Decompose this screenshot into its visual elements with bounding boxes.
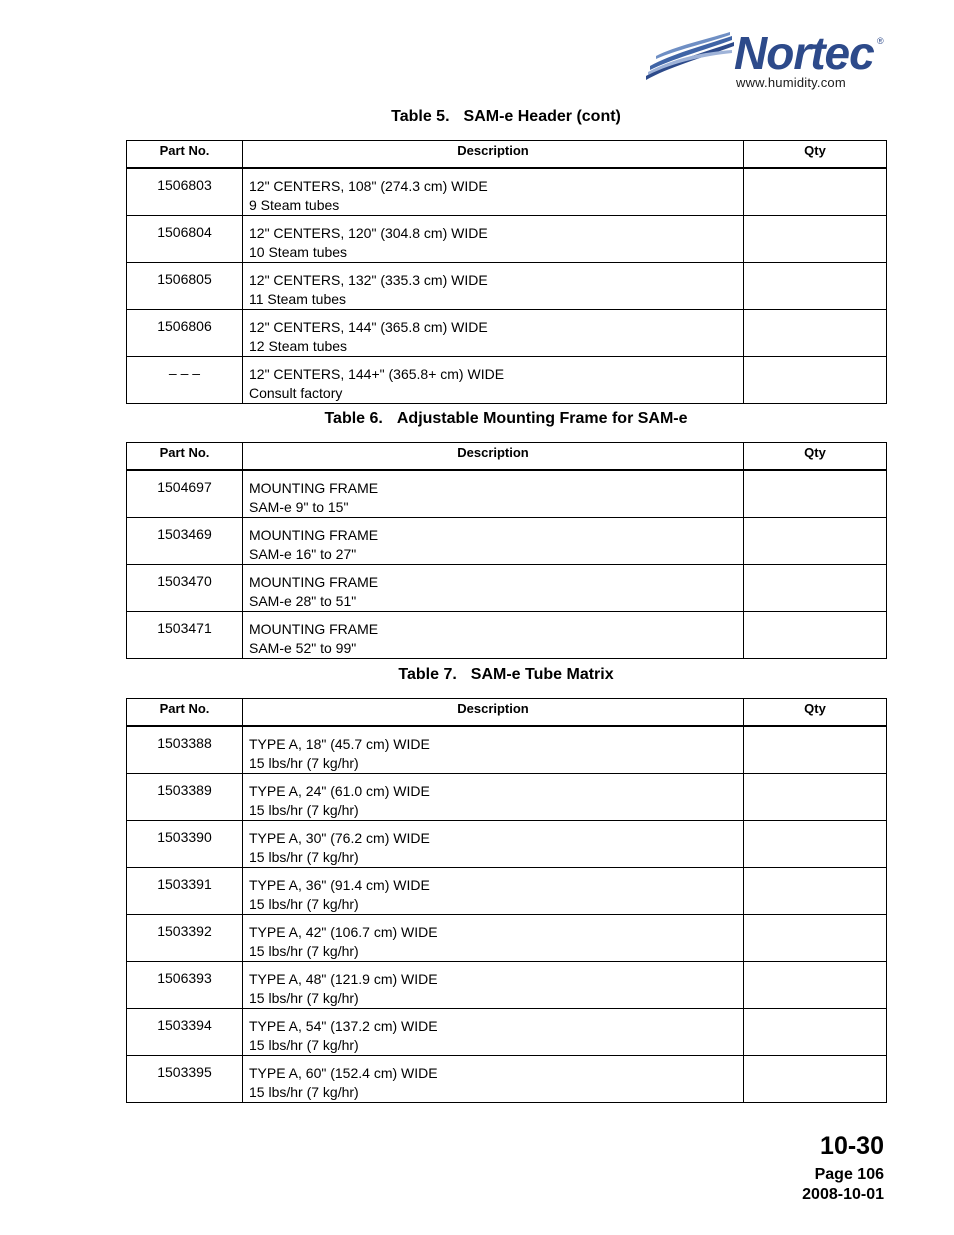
description-line-1: MOUNTING FRAME [249,480,379,496]
table-row [127,821,887,868]
part-number-cell: 1503390 [127,821,243,868]
description-cell [243,774,744,821]
description-line-2: 15 lbs/hr (7 kg/hr) [249,943,359,959]
description-line-1: TYPE A, 54" (137.2 cm) WIDE [249,1018,438,1034]
part-number-cell: 1503388 [127,726,243,774]
table-row [127,962,887,1009]
header-part-no: Part No. [127,141,243,169]
table-row [127,774,887,821]
part-number-cell: 1503471 [127,612,243,659]
qty-cell [744,821,887,868]
part-number-cell: 1503391 [127,868,243,915]
header-row [127,141,887,169]
description-cell [243,565,744,612]
table-row [127,868,887,915]
description-line-2: 12 Steam tubes [249,338,348,354]
table-row [127,915,887,962]
table-number: Table 6. [324,410,383,427]
table-row [127,470,887,518]
wave-logo-icon [644,32,736,82]
description-cell [243,216,744,263]
description-line-1: TYPE A, 48" (121.9 cm) WIDE [249,971,438,987]
description-cell [243,915,744,962]
description-line-1: TYPE A, 42" (106.7 cm) WIDE [249,924,438,940]
qty-cell [744,774,887,821]
table-caption: Adjustable Mounting Frame for SAM-e [396,410,688,427]
description-line-2: 15 lbs/hr (7 kg/hr) [249,755,359,771]
description-line-1: TYPE A, 60" (152.4 cm) WIDE [249,1065,438,1081]
description-cell [243,263,744,310]
header-part-no: Part No. [127,699,243,727]
description-line-2: SAM-e 9" to 15" [249,499,349,515]
description-line-2: 15 lbs/hr (7 kg/hr) [249,849,359,865]
table-caption: SAM-e Tube Matrix [470,666,614,683]
part-number-cell: – – – [127,357,243,404]
part-number-cell: 1503395 [127,1056,243,1103]
description-cell [243,726,744,774]
table-row [127,263,887,310]
qty-cell [744,962,887,1009]
qty-cell [744,612,887,659]
qty-cell [744,565,887,612]
table-row [127,357,887,404]
table-row [127,1009,887,1056]
qty-cell [744,357,887,404]
description-cell [243,868,744,915]
table-7-title [126,666,886,684]
table-5 [126,140,887,404]
table-row [127,216,887,263]
table-row [127,518,887,565]
table-number: Table 5. [391,108,450,125]
description-cell [243,470,744,518]
document-date: 2008-10-01 [802,1186,884,1203]
description-line-1: MOUNTING FRAME [249,574,379,590]
description-line-2: Consult factory [249,385,343,401]
header-row [127,443,887,471]
table-row [127,168,887,216]
header-qty: Qty [744,443,887,471]
description-line-1: MOUNTING FRAME [249,621,379,637]
qty-cell [744,168,887,216]
brand-url: www.humidity.com [736,75,846,90]
qty-cell [744,1009,887,1056]
table-row [127,565,887,612]
description-line-1: 12" CENTERS, 132" (335.3 cm) WIDE [249,272,488,288]
header-description: Description [243,699,744,727]
table-row [127,612,887,659]
header-row [127,699,887,727]
description-line-1: 12" CENTERS, 108" (274.3 cm) WIDE [249,178,488,194]
qty-cell [744,915,887,962]
description-cell [243,962,744,1009]
description-line-1: TYPE A, 30" (76.2 cm) WIDE [249,830,430,846]
table-7 [126,698,887,1103]
description-line-2: 15 lbs/hr (7 kg/hr) [249,802,359,818]
qty-cell [744,263,887,310]
description-line-1: 12" CENTERS, 144" (365.8 cm) WIDE [249,319,488,335]
part-number-cell: 1503469 [127,518,243,565]
description-cell [243,612,744,659]
description-line-2: 9 Steam tubes [249,197,340,213]
description-line-2: 10 Steam tubes [249,244,348,260]
table-number: Table 7. [398,666,457,683]
qty-cell [744,726,887,774]
header-qty: Qty [744,141,887,169]
part-number-cell: 1506393 [127,962,243,1009]
part-number-cell: 1504697 [127,470,243,518]
description-line-1: 12" CENTERS, 120" (304.8 cm) WIDE [249,225,488,241]
description-line-1: TYPE A, 36" (91.4 cm) WIDE [249,877,430,893]
table-row [127,726,887,774]
description-line-1: MOUNTING FRAME [249,527,379,543]
part-number-cell: 1503394 [127,1009,243,1056]
brand-name: Nortec [734,27,874,79]
table-5-title [126,108,886,126]
table-caption: SAM-e Header (cont) [463,108,621,125]
header-description: Description [243,443,744,471]
table-row [127,310,887,357]
registered-mark: ® [877,36,884,46]
description-line-1: TYPE A, 18" (45.7 cm) WIDE [249,736,430,752]
qty-cell [744,216,887,263]
description-cell [243,310,744,357]
description-line-2: 15 lbs/hr (7 kg/hr) [249,1084,359,1100]
section-number: 10-30 [820,1132,884,1160]
description-line-2: SAM-e 16" to 27" [249,546,357,562]
description-cell [243,821,744,868]
table-6 [126,442,887,659]
page-number: Page 106 [814,1166,884,1183]
description-line-1: 12" CENTERS, 144+" (365.8+ cm) WIDE [249,366,505,382]
nortec-logo [644,28,889,94]
description-cell [243,168,744,216]
table-row [127,1056,887,1103]
description-line-1: TYPE A, 24" (61.0 cm) WIDE [249,783,430,799]
description-line-2: 15 lbs/hr (7 kg/hr) [249,1037,359,1053]
qty-cell [744,310,887,357]
qty-cell [744,1056,887,1103]
header-description: Description [243,141,744,169]
description-line-2: 15 lbs/hr (7 kg/hr) [249,896,359,912]
description-line-2: 11 Steam tubes [249,291,347,307]
part-number-cell: 1506803 [127,168,243,216]
part-number-cell: 1503392 [127,915,243,962]
description-line-2: SAM-e 52" to 99" [249,640,357,656]
header-part-no: Part No. [127,443,243,471]
header-qty: Qty [744,699,887,727]
description-cell [243,518,744,565]
part-number-cell: 1503470 [127,565,243,612]
part-number-cell: 1503389 [127,774,243,821]
description-cell [243,1009,744,1056]
description-cell [243,1056,744,1103]
part-number-cell: 1506805 [127,263,243,310]
table-6-title [126,410,886,428]
part-number-cell: 1506804 [127,216,243,263]
qty-cell [744,868,887,915]
description-cell [243,357,744,404]
part-number-cell: 1506806 [127,310,243,357]
qty-cell [744,470,887,518]
description-line-2: SAM-e 28" to 51" [249,593,357,609]
description-line-2: 15 lbs/hr (7 kg/hr) [249,990,359,1006]
qty-cell [744,518,887,565]
